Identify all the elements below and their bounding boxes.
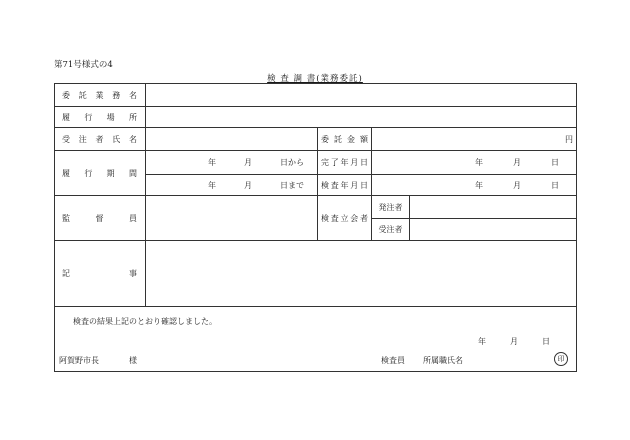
supervisor-field[interactable]	[146, 196, 318, 241]
contractor-sub-label: 受注者	[372, 219, 410, 241]
period-to-field[interactable]	[146, 175, 318, 196]
honorific: 様	[129, 356, 137, 365]
inspection-form-table	[54, 83, 577, 372]
inspection-year: 年	[475, 180, 483, 190]
confirmation-year: 年	[478, 337, 486, 346]
title-text: 検 査 調 書(業務委託)	[267, 74, 363, 84]
confirmation-day: 日	[542, 337, 550, 346]
amount-field[interactable]	[372, 128, 577, 151]
inspector-label: 検査員	[381, 356, 405, 365]
period-from-year: 年	[208, 158, 216, 167]
mayor-label: 阿賀野市長	[59, 356, 99, 365]
orderer-label: 発注者	[372, 196, 410, 219]
period-from-month: 月	[244, 158, 252, 167]
row-supervisor	[55, 196, 577, 219]
attendees-label: 検査立会者	[318, 196, 372, 241]
business-name-label: 委託業務名	[55, 84, 146, 107]
completion-year: 年	[475, 158, 483, 167]
confirmation-date	[478, 336, 550, 347]
period-to-year: 年	[208, 180, 216, 190]
row-confirmation	[55, 307, 577, 372]
location-field[interactable]	[146, 107, 577, 128]
amount-unit: 円	[565, 134, 573, 144]
completion-day: 日	[551, 158, 559, 167]
form-number: 第71号様式の4	[54, 60, 113, 70]
inspection-month: 月	[513, 180, 521, 190]
remarks-field[interactable]	[146, 241, 577, 307]
confirmation-text: 検査の結果上記のとおり確認しました。	[73, 317, 217, 326]
row-business-name	[55, 84, 577, 107]
period-label: 履行期間	[55, 151, 146, 196]
completion-month: 月	[513, 158, 521, 167]
business-name-field[interactable]	[146, 84, 577, 107]
supervisor-label: 監督員	[55, 196, 146, 241]
period-from-day: 日から	[280, 158, 304, 167]
row-remarks	[55, 241, 577, 307]
affiliation-label: 所属職氏名	[423, 356, 463, 365]
row-period-from	[55, 151, 577, 175]
contractor-sub-field[interactable]	[410, 219, 577, 241]
completion-field[interactable]	[372, 151, 577, 175]
inspection-day: 日	[551, 180, 559, 190]
contractor-field[interactable]	[146, 128, 318, 151]
period-from-field[interactable]	[146, 151, 318, 175]
row-location	[55, 107, 577, 128]
seal-icon: 印	[554, 352, 568, 366]
inspection-date-field[interactable]	[372, 175, 577, 196]
row-contractor	[55, 128, 577, 151]
contractor-label: 受注者氏名	[55, 128, 146, 151]
period-to-day: 日まで	[280, 180, 304, 190]
remarks-label: 記事	[55, 241, 146, 307]
orderer-field[interactable]	[410, 196, 577, 219]
location-label: 履行場所	[55, 107, 146, 128]
mayor-line	[59, 355, 137, 366]
confirmation-cell	[55, 307, 577, 372]
period-to-month: 月	[244, 180, 252, 190]
amount-label: 委託金額	[318, 128, 372, 151]
inspection-date-label: 検査年月日	[318, 175, 372, 196]
completion-label: 完了年月日	[318, 151, 372, 175]
inspector-line	[381, 355, 463, 366]
confirmation-month: 月	[510, 337, 518, 346]
